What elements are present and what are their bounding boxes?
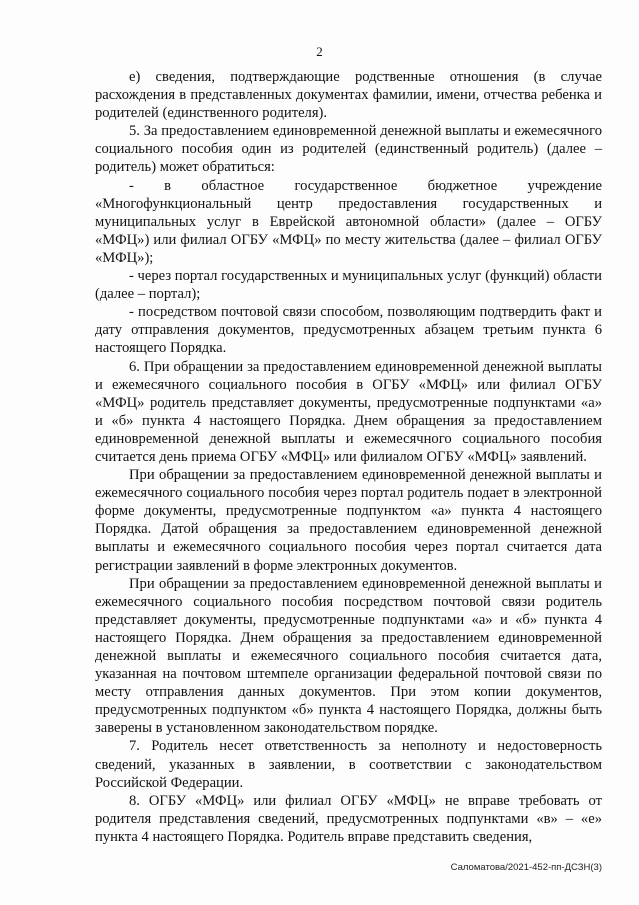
paragraph-mfc-option: - в областное государственное бюджетное учреждение «Многофункциональный центр предоставления государственных и муниципальных услуг в Еврейской автономной области» (далее – ОГБУ «МФЦ») или филиал ОГБУ «МФЦ» по месту жительства (далее – филиал ОГБУ «МФЦ»); [95,177,602,266]
paragraph-post-option: - посредством почтовой связи способом, позволяющим подтвердить факт и дату отправления документов, предусмотренных абзацем третьим пункта 6 настоящего Порядка. [95,304,602,357]
paragraph-item-e: е) сведения, подтверждающие родственные отношения (в случае расхождения в представленных документах фамилии, имени, отчества ребенка и родителей (единственного родителя). [95,69,602,122]
paragraph-point-5: 5. За предоставлением единовременной денежной выплаты и ежемесячного социального пособия один из родителей (единственный родитель) (далее – родитель) может обратиться: [95,123,602,176]
paragraph-point-8: 8. ОГБУ «МФЦ» или филиал ОГБУ «МФЦ» не вправе требовать от родителя представления сведений, предусмотренных подпунктами «в» – «е» пункта 4 настоящего Порядка. Родитель вправе представить сведения, [95,792,602,845]
page-number: 2 [316,44,323,59]
paragraph-portal-application: При обращении за предоставлением единовременной денежной выплаты и ежемесячного социального пособия через портал родитель подает в электронной форме документы, предусмотренные подпунктом «а» пункта 4 настоящего Порядка. Датой обращения за предоставлением единовременной денежной выплаты и ежемесячного социального пособия через портал считается дата регистрации заявлений в форме электронных документов. [95,467,602,574]
paragraph-portal-option: - через портал государственных и муниципальных услуг (функций) области (далее – портал); [95,268,602,303]
paragraph-point-7: 7. Родитель несет ответственность за неполноту и недостоверность сведений, указанных в заявлении, в соответствии с законодательством Российской Федерации. [95,738,602,791]
paragraph-post-application: При обращении за предоставлением единовременной денежной выплаты и ежемесячного социального пособия посредством почтовой связи родитель представляет документы, предусмотренные подпунктами «а» и «б» пункта 4 настоящего Порядка. Днем обращения за предоставлением единовременной денежной выплаты и ежемесячного социального пособия считается дата, указанная на почтовом штемпеле организации федеральной почтовой связи по месту отправления данных документов. При этом копии документов, предусмотренных подпунктом «б» пункта 4 настоящего Порядка, должны быть заверены в установленном законодательством порядке. [95,575,602,737]
document-footer-code: Саломатова/2021-452-пп-ДСЗН(3) [450,862,602,873]
paragraph-point-6: 6. При обращении за предоставлением единовременной денежной выплаты и ежемесячного социального пособия в ОГБУ «МФЦ» или филиал ОГБУ «МФЦ» родитель представляет документы, предусмотренные подпунктами «а» и «б» пункта 4 настоящего Порядка. Днем обращения за предоставлением единовременной денежной выплаты и ежемесячного социального пособия считается день приема ОГБУ «МФЦ» или филиалом ОГБУ «МФЦ» заявлений. [95,358,602,465]
document-body [95,68,602,846]
